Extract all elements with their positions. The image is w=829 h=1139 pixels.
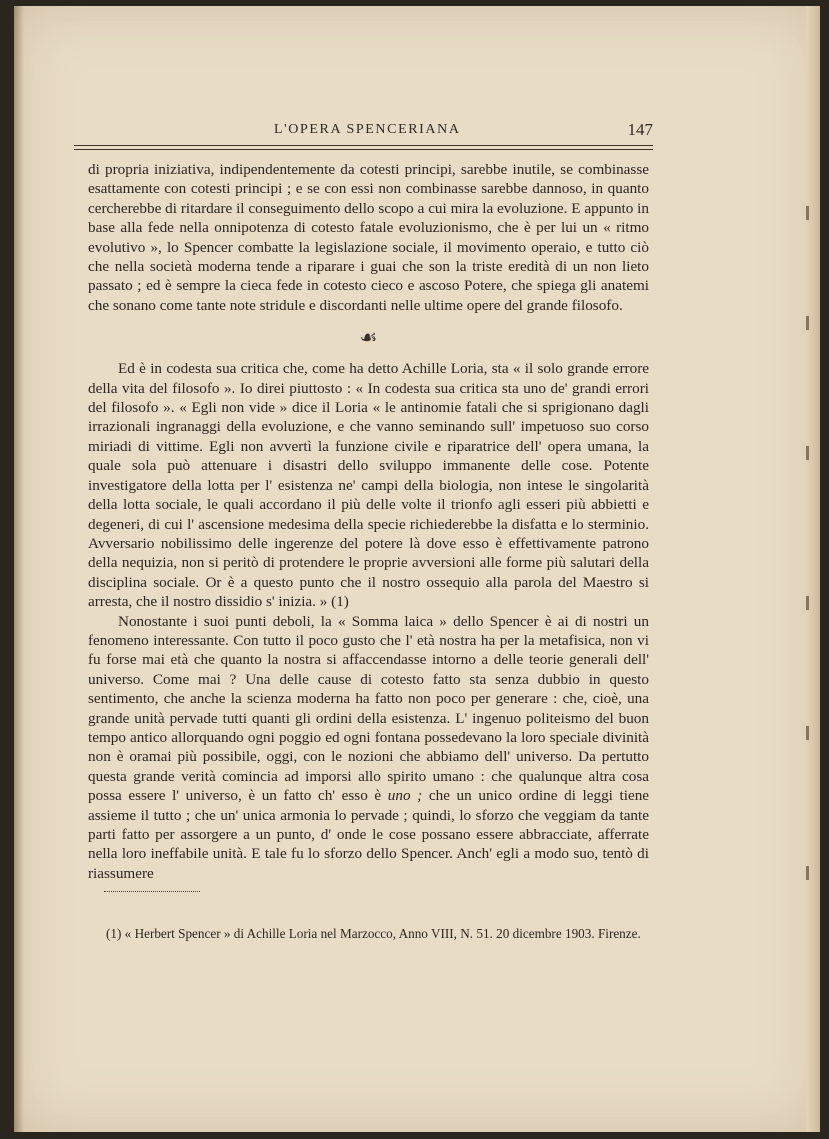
paragraph-3-part-2: che un unico ordine di leggi tiene assieme il tutto ; che un' unica armonia lo pervade ; quindi, lo sforzo che veggiam da tante parti fatto per assorgere a un punto, d' onde le cose possano essere abbracciate, afferrate nella loro ineffabile unità. E tale fu lo sforzo dello Spencer. Anch' egli a modo suo, tentò di riassumere [88,787,650,882]
footnote: (1) « Herbert Spencer » di Achille Loria nel Marzocco, Anno VIII, N. 51. 20 dicembre 1903. Firenze. [106,926,641,942]
paragraph-3-italic: uno ; [387,787,423,805]
header-rule [74,145,653,150]
footnote-rule [104,891,200,892]
page-number: 147 [627,120,653,139]
paragraph-3-part-1: Nonostante i suoi punti deboli, la « Somma laica » dello Spencer è ai di nostri un fenomeno interessante. Con tutto il poco gusto che l' età nostra ha per la metafisica, non vi fu forse mai età che quanto la nostra si affaccendasse intorno a delle teorie generali dell' universo. Come mai ? Una delle cause di cotesto fatto sta senza dubbio in questo sentimento, che anche la scienza moderna ha fatto non poco per generare : che, cioè, una grande unità pervade tutti quanti gli ordini della esistenza. L' ingenuo politeismo del buon tempo antico allorquando ogni poggio ed ogni fontana possedevano la loro speciale divinità non è oramai più possibile, oggi, con le nozioni che abbiamo dell' universo. Da pertutto questa grande verità comincia ad imporsi allo spirito umano : che qualunque altra cosa possa essere l' universo, è un fatto ch' esso è [88,612,649,805]
running-head [74,118,653,144]
paragraph-2: Ed è in codesta sua critica che, come ha detto Achille Loria, sta « il solo grande errore della vita del filosofo ». Io direi piuttosto : « In codesta sua critica sta uno de' grandi errori del filosofo ». « Egli non vide » dice il Loria « le antinomie fatali che si sprigionano dagli irrazionali ingranaggi della evoluzione, e che vanno seminando sull' impetuoso suo corso miriadi di vittime. Egli non avvertì la funzione civile e riparatrice dell' opera umana, la quale sola può attenuare i disastri dello sviluppo immanente delle cose. Potente investigatore della lotta per l' esistenza ne' campi della biologia, non intese le singolarità della lotta sociale, le quali accordano il più delle volte il trionfo agli esseri più abbietti e degeneri, di cui l' ascensione medesima della specie richiederebbe la disfatta e lo sterminio. Avversario nobilissimo delle ingerenze del potere là dove esso è effettivamente patrono della nequizia, non si peritò di protendere le proprie avversioni alle forme più salutari della disciplina sociale. Or è a questo punto che il nostro ossequio alla parola del Maestro si arresta, che il nostro dissidio s' inizia. » (1) [88,360,649,611]
gutter-shadow [14,6,24,1132]
page-edge-marks [806,206,810,906]
fleuron-ornament: ☙ [359,327,378,350]
running-title: L'OPERA SPENCERIANA [274,122,461,137]
body-text [88,160,649,883]
paragraph-3 [88,612,649,884]
paragraph-1: di propria iniziativa, indipendentemente da cotesti principi, sarebbe inutile, se combinasse esattamente con cotesti principi ; e se con essi non combinasse sarebbe dannoso, in quanto cercherebbe di ritardare il conseguimento dello scopo a cui mira la evoluzione. E appunto in base alla fede nella onnipotenza di cotesto fatale evoluzionismo, che è per lui un « ritmo evolutivo », lo Spencer combatte la legislazione sociale, il movimento operaio, e tutto ciò che nella società moderna tende a riparare i guai che son la triste eredità di un non lieto passato ; ed è sempre la cieca fede in cotesto cieco e ascoso Potere, che spiega gli anatemi che sonano come tante note stridule e discordanti nelle ultime opere del grande filosofo. [88,161,649,314]
